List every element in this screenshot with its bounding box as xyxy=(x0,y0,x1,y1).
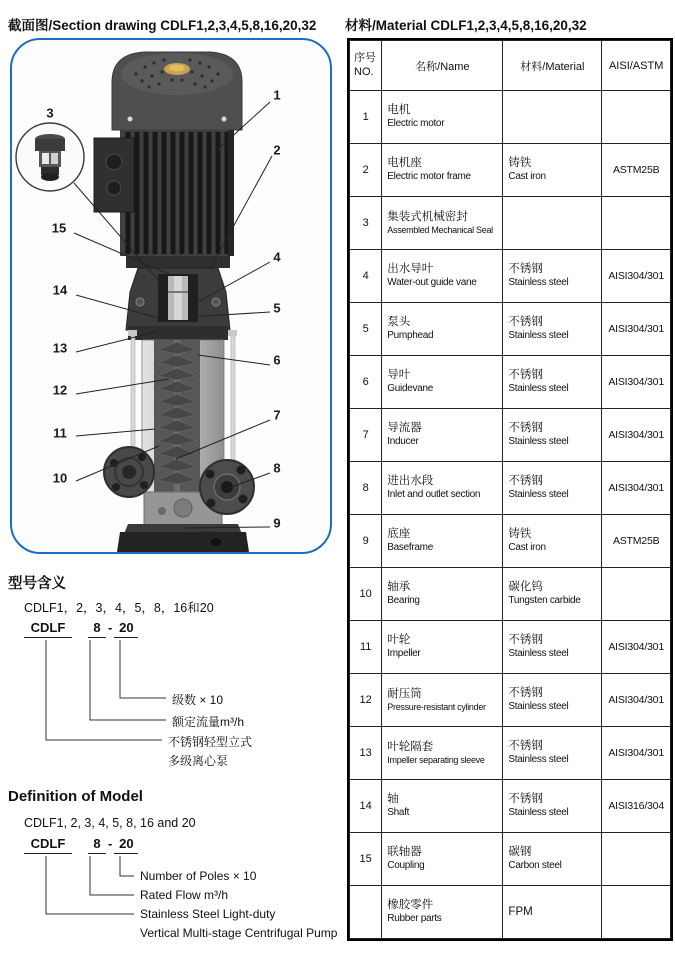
material-cell: 不锈钢 Stainless steel xyxy=(503,409,602,462)
standard-cell xyxy=(602,568,671,621)
table-row xyxy=(350,462,671,515)
model-cn-label-flow: 额定流量m³/h xyxy=(172,715,245,729)
callout-7: 7 xyxy=(273,407,281,423)
model-cn-code-line xyxy=(24,620,138,638)
section-drawing-panel xyxy=(10,38,332,554)
material-table xyxy=(347,38,673,941)
callout-13: 13 xyxy=(52,340,68,356)
standard-cell: AISI304/301 xyxy=(602,356,671,409)
model-dash: - xyxy=(108,836,113,851)
material-cell: 碳钢 Carbon steel xyxy=(503,833,602,886)
model-en-title: Definition of Model xyxy=(8,788,143,805)
table-row xyxy=(350,250,671,303)
name-cell: 轴承 Bearing xyxy=(382,568,503,621)
model-en-label-flow: Rated Flow m³/h xyxy=(140,888,229,902)
name-cell: 叶轮隔套 Impeller separating sleeve xyxy=(382,727,503,780)
table-row xyxy=(350,356,671,409)
table-row xyxy=(350,833,671,886)
name-cell: 导流器 Inducer xyxy=(382,409,503,462)
no-cell: 8 xyxy=(350,462,382,515)
standard-cell: AISI316/304 xyxy=(602,780,671,833)
callout-6: 6 xyxy=(273,352,281,368)
material-cell: 铸铁 Cast iron xyxy=(503,144,602,197)
section-drawing-title: 截面图/Section drawing CDLF1,2,3,4,5,8,16,20,32 xyxy=(8,18,317,33)
material-cell: 不锈钢 Stainless steel xyxy=(503,674,602,727)
material-cell: 碳化钨 Tungsten carbide xyxy=(503,568,602,621)
model-en-series: CDLF1, 2, 3, 4, 5, 8, 16 and 20 xyxy=(24,816,196,830)
model-en-label-type1: Stainless Steel Light-duty xyxy=(140,907,276,921)
model-dash: - xyxy=(108,620,113,635)
name-cell: 耐压筒 Pressure-resistant cylinder xyxy=(382,674,503,727)
model-en-label-type2: Vertical Multi-stage Centrifugal Pump xyxy=(140,926,338,940)
model-cn-label-stages: 级数 × 10 xyxy=(172,693,224,707)
model-en-code-line xyxy=(24,836,138,854)
name-cell: 联轴器 Coupling xyxy=(382,833,503,886)
header-standard: AISI/ASTM xyxy=(602,41,671,91)
table-row xyxy=(350,674,671,727)
standard-cell: AISI304/301 xyxy=(602,674,671,727)
standard-cell: ASTM25B xyxy=(602,515,671,568)
no-cell: 12 xyxy=(350,674,382,727)
standard-cell: AISI304/301 xyxy=(602,462,671,515)
model-en-label-stages: Number of Poles × 10 xyxy=(140,869,257,883)
callout-2: 2 xyxy=(273,142,281,158)
name-cell: 出水导叶 Water-out guide vane xyxy=(382,250,503,303)
table-header-row xyxy=(350,41,671,91)
model-stages: 20 xyxy=(114,836,138,854)
callout-9: 9 xyxy=(273,515,281,531)
no-cell: 4 xyxy=(350,250,382,303)
table-row xyxy=(350,727,671,780)
standard-cell: AISI304/301 xyxy=(602,621,671,674)
callout-14: 14 xyxy=(52,282,68,298)
name-cell: 电机座 Electric motor frame xyxy=(382,144,503,197)
standard-cell: ASTM25B xyxy=(602,144,671,197)
table-row xyxy=(350,91,671,144)
no-cell: 1 xyxy=(350,91,382,144)
no-cell: 2 xyxy=(350,144,382,197)
material-cell: 不锈钢 Stainless steel xyxy=(503,621,602,674)
standard-cell xyxy=(602,91,671,144)
model-code: CDLF xyxy=(24,620,72,638)
no-cell: 6 xyxy=(350,356,382,409)
no-cell: 5 xyxy=(350,303,382,356)
standard-cell: AISI304/301 xyxy=(602,727,671,780)
table-row xyxy=(350,780,671,833)
header-no: 序号 NO. xyxy=(350,41,382,91)
table-row xyxy=(350,621,671,674)
material-cell: 不锈钢 Stainless steel xyxy=(503,780,602,833)
no-cell: 13 xyxy=(350,727,382,780)
model-flow: 8 xyxy=(88,836,106,854)
callout-11: 11 xyxy=(53,425,67,441)
material-cell: 不锈钢 Stainless steel xyxy=(503,727,602,780)
table-row xyxy=(350,515,671,568)
no-cell: 3 xyxy=(350,197,382,250)
material-title: 材料/Material CDLF1,2,3,4,5,8,16,20,32 xyxy=(345,18,587,33)
name-cell: 泵头 Pumphead xyxy=(382,303,503,356)
callout-5: 5 xyxy=(273,300,281,316)
callout-4: 4 xyxy=(273,249,281,265)
no-cell: 11 xyxy=(350,621,382,674)
name-cell: 轴 Shaft xyxy=(382,780,503,833)
material-cell: 不锈钢 Stainless steel xyxy=(503,462,602,515)
model-definition-en xyxy=(8,786,342,966)
name-cell: 叶轮 Impeller xyxy=(382,621,503,674)
callout-10: 10 xyxy=(52,470,68,486)
material-cell: 不锈钢 Stainless steel xyxy=(503,356,602,409)
callout-1: 1 xyxy=(273,87,281,103)
header-material: 材料/Material xyxy=(503,41,602,91)
standard-cell: AISI304/301 xyxy=(602,409,671,462)
table-row xyxy=(350,568,671,621)
table-row xyxy=(350,197,671,250)
header-name: 名称/Name xyxy=(382,41,503,91)
model-code: CDLF xyxy=(24,836,72,854)
callout-12: 12 xyxy=(52,382,68,398)
material-cell: 不锈钢 Stainless steel xyxy=(503,250,602,303)
callout-8: 8 xyxy=(273,460,281,476)
no-cell: 9 xyxy=(350,515,382,568)
name-cell: 导叶 Guidevane xyxy=(382,356,503,409)
standard-cell xyxy=(602,833,671,886)
no-cell: 15 xyxy=(350,833,382,886)
material-cell xyxy=(503,197,602,250)
table-row xyxy=(350,144,671,197)
standard-cell: AISI304/301 xyxy=(602,250,671,303)
model-cn-label-type2: 多级离心泵 xyxy=(168,754,229,768)
no-cell xyxy=(350,886,382,939)
model-flow: 8 xyxy=(88,620,106,638)
standard-cell xyxy=(602,886,671,939)
model-cn-label-type1: 不锈钢轻型立式 xyxy=(168,735,253,749)
name-cell: 集装式机械密封 Assembled Mechanical Seal xyxy=(382,197,503,250)
callout-15: 15 xyxy=(51,220,67,236)
name-cell: 底座 Baseframe xyxy=(382,515,503,568)
no-cell: 10 xyxy=(350,568,382,621)
material-cell xyxy=(503,91,602,144)
name-cell: 电机 Electric motor xyxy=(382,91,503,144)
name-cell: 橡胶零件 Rubber parts xyxy=(382,886,503,939)
no-cell: 14 xyxy=(350,780,382,833)
callout-3: 3 xyxy=(46,105,54,121)
table-row xyxy=(350,303,671,356)
standard-cell xyxy=(602,197,671,250)
material-cell: 铸铁 Cast iron xyxy=(503,515,602,568)
material-cell: 不锈钢 Stainless steel xyxy=(503,303,602,356)
model-definition-cn xyxy=(8,566,342,780)
standard-cell: AISI304/301 xyxy=(602,303,671,356)
model-stages: 20 xyxy=(114,620,138,638)
material-cell: FPM xyxy=(503,886,602,939)
name-cell: 进出水段 Inlet and outlet section xyxy=(382,462,503,515)
model-cn-series: CDLF1，2，3，4，5，8，16和20 xyxy=(24,601,214,615)
table-row xyxy=(350,409,671,462)
table-row xyxy=(350,886,671,939)
no-cell: 7 xyxy=(350,409,382,462)
model-cn-title: 型号含义 xyxy=(8,576,66,592)
